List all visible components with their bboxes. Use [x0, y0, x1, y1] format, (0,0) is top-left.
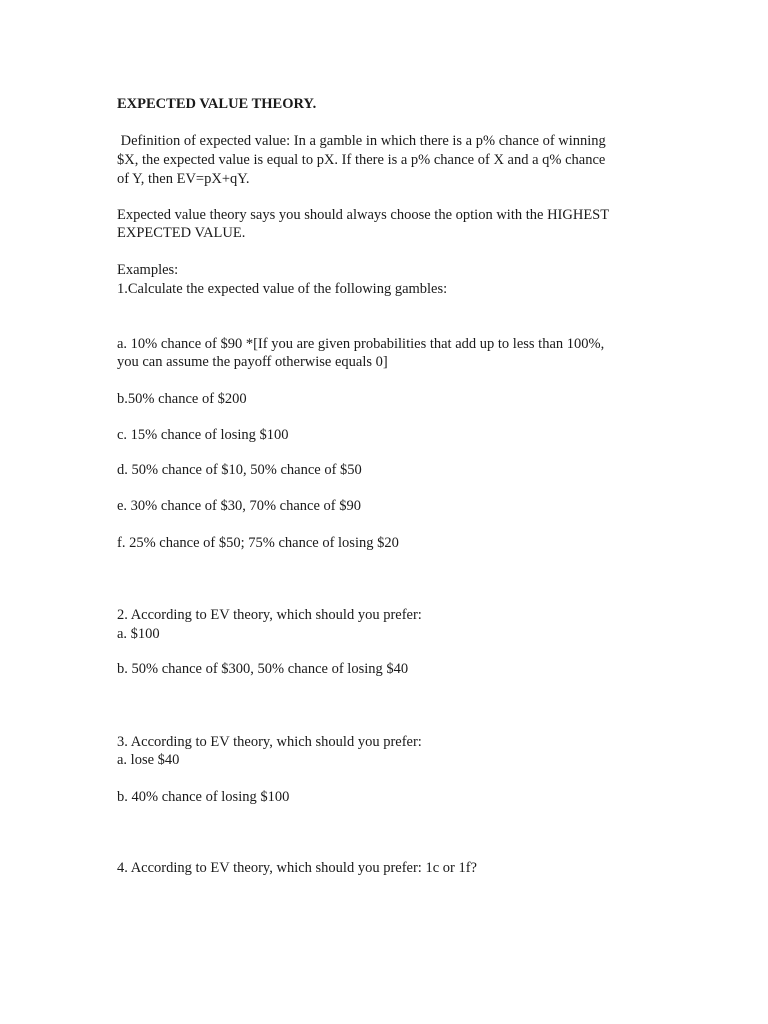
theory-line-1: Expected value theory says you should always choose the option with the HIGHEST [117, 207, 610, 223]
definition-line-1: Definition of expected value: In a gamble in which there is a p% chance of winning [117, 133, 606, 149]
question-1a-line-2: you can assume the payoff otherwise equals 0] [117, 354, 388, 370]
definition-line-3: of Y, then EV=pX+qY. [117, 171, 250, 187]
question-3-prompt: 3. According to EV theory, which should you prefer: [117, 734, 422, 750]
question-2b: b. 50% chance of $300, 50% chance of losing $40 [117, 661, 409, 677]
question-3b: b. 40% chance of losing $100 [117, 789, 290, 805]
question-1f: f. 25% chance of $50; 75% chance of losing $20 [117, 535, 399, 551]
theory-line-2: EXPECTED VALUE. [117, 225, 246, 241]
question-3a: a. lose $40 [117, 752, 180, 768]
question-1-prompt: 1.Calculate the expected value of the following gambles: [117, 281, 448, 297]
document-title: EXPECTED VALUE THEORY. [117, 96, 317, 112]
question-1e: e. 30% chance of $30, 70% chance of $90 [117, 498, 361, 514]
question-1c: c. 15% chance of losing $100 [117, 427, 289, 443]
question-2-prompt: 2. According to EV theory, which should you prefer: [117, 607, 422, 623]
definition-line-2: $X, the expected value is equal to pX. If there is a p% chance of X and a q% chance [117, 152, 606, 168]
question-2a: a. $100 [117, 626, 160, 642]
question-1d: d. 50% chance of $10, 50% chance of $50 [117, 462, 362, 478]
examples-heading: Examples: [117, 262, 179, 278]
question-1a-line-1: a. 10% chance of $90 *[If you are given probabilities that add up to less than 100%, [117, 336, 605, 352]
question-4-prompt: 4. According to EV theory, which should you prefer: 1c or 1f? [117, 860, 477, 876]
question-1b: b.50% chance of $200 [117, 391, 247, 407]
